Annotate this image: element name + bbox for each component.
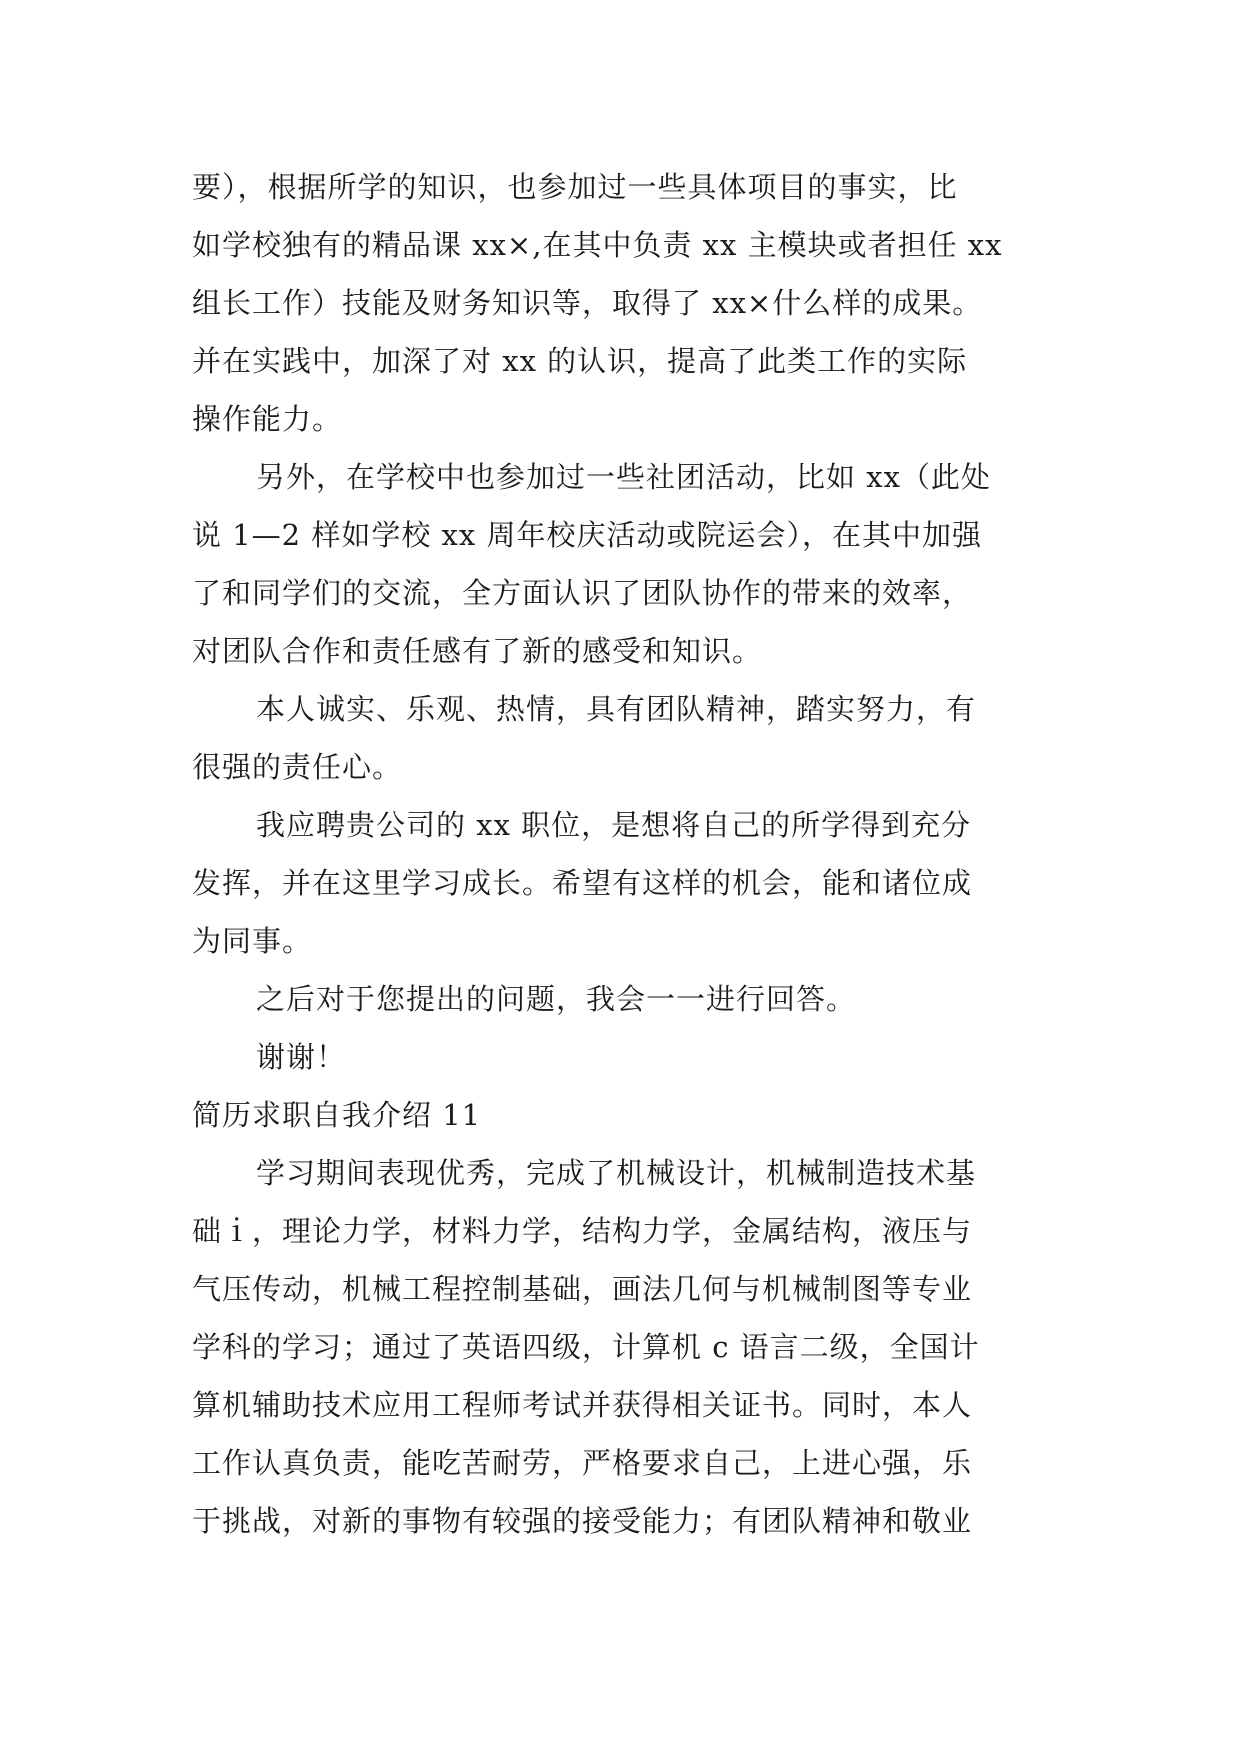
text-line: 谢谢！ <box>256 1040 347 1074</box>
text-line: 如学校独有的精品课 xx×,在其中负责 xx 主模块或者担任 xx <box>192 228 1003 262</box>
text-line: 另外，在学校中也参加过一些社团活动，比如 xx（此处 <box>256 460 991 494</box>
text-line: 算机辅助技术应用工程师考试并获得相关证书。同时，本人 <box>192 1388 973 1422</box>
text-line: 很强的责任心。 <box>192 750 403 784</box>
text-line: 我应聘贵公司的 xx 职位，是想将自己的所学得到充分 <box>256 808 972 842</box>
text-line: 操作能力。 <box>192 402 343 436</box>
text-line: 了和同学们的交流，全方面认识了团队协作的带来的效率， <box>192 576 973 610</box>
text-line: 为同事。 <box>192 924 313 958</box>
text-line: 学习期间表现优秀，完成了机械设计，机械制造技术基 <box>256 1156 977 1190</box>
text-line: 之后对于您提出的问题，我会一一进行回答。 <box>256 982 857 1016</box>
text-line: 础ｉ，理论力学，材料力学，结构力学，金属结构，液压与 <box>192 1214 973 1248</box>
text-line: 要），根据所学的知识，也参加过一些具体项目的事实，比 <box>192 170 958 204</box>
text-line: 发挥，并在这里学习成长。希望有这样的机会，能和诸位成 <box>192 866 973 900</box>
text-line: 说 1—2 样如学校 xx 周年校庆活动或院运会），在其中加强 <box>192 518 982 552</box>
text-line: 工作认真负责，能吃苦耐劳，严格要求自己，上进心强，乐 <box>192 1446 973 1480</box>
text-line: 于挑战，对新的事物有较强的接受能力；有团队精神和敬业 <box>192 1504 973 1538</box>
section-heading: 简历求职自我介绍 11 <box>192 1098 482 1132</box>
text-line: 并在实践中，加深了对 xx 的认识，提高了此类工作的实际 <box>192 344 968 378</box>
text-line: 本人诚实、乐观、热情，具有团队精神，踏实努力，有 <box>256 692 977 726</box>
document-body <box>192 158 1072 1550</box>
text-line: 组长工作）技能及财务知识等，取得了 xx×什么样的成果。 <box>192 286 983 320</box>
text-line: 气压传动，机械工程控制基础，画法几何与机械制图等专业 <box>192 1272 973 1306</box>
text-line: 学科的学习；通过了英语四级，计算机 c 语言二级，全国计 <box>192 1330 980 1364</box>
text-line: 对团队合作和责任感有了新的感受和知识。 <box>192 634 763 668</box>
